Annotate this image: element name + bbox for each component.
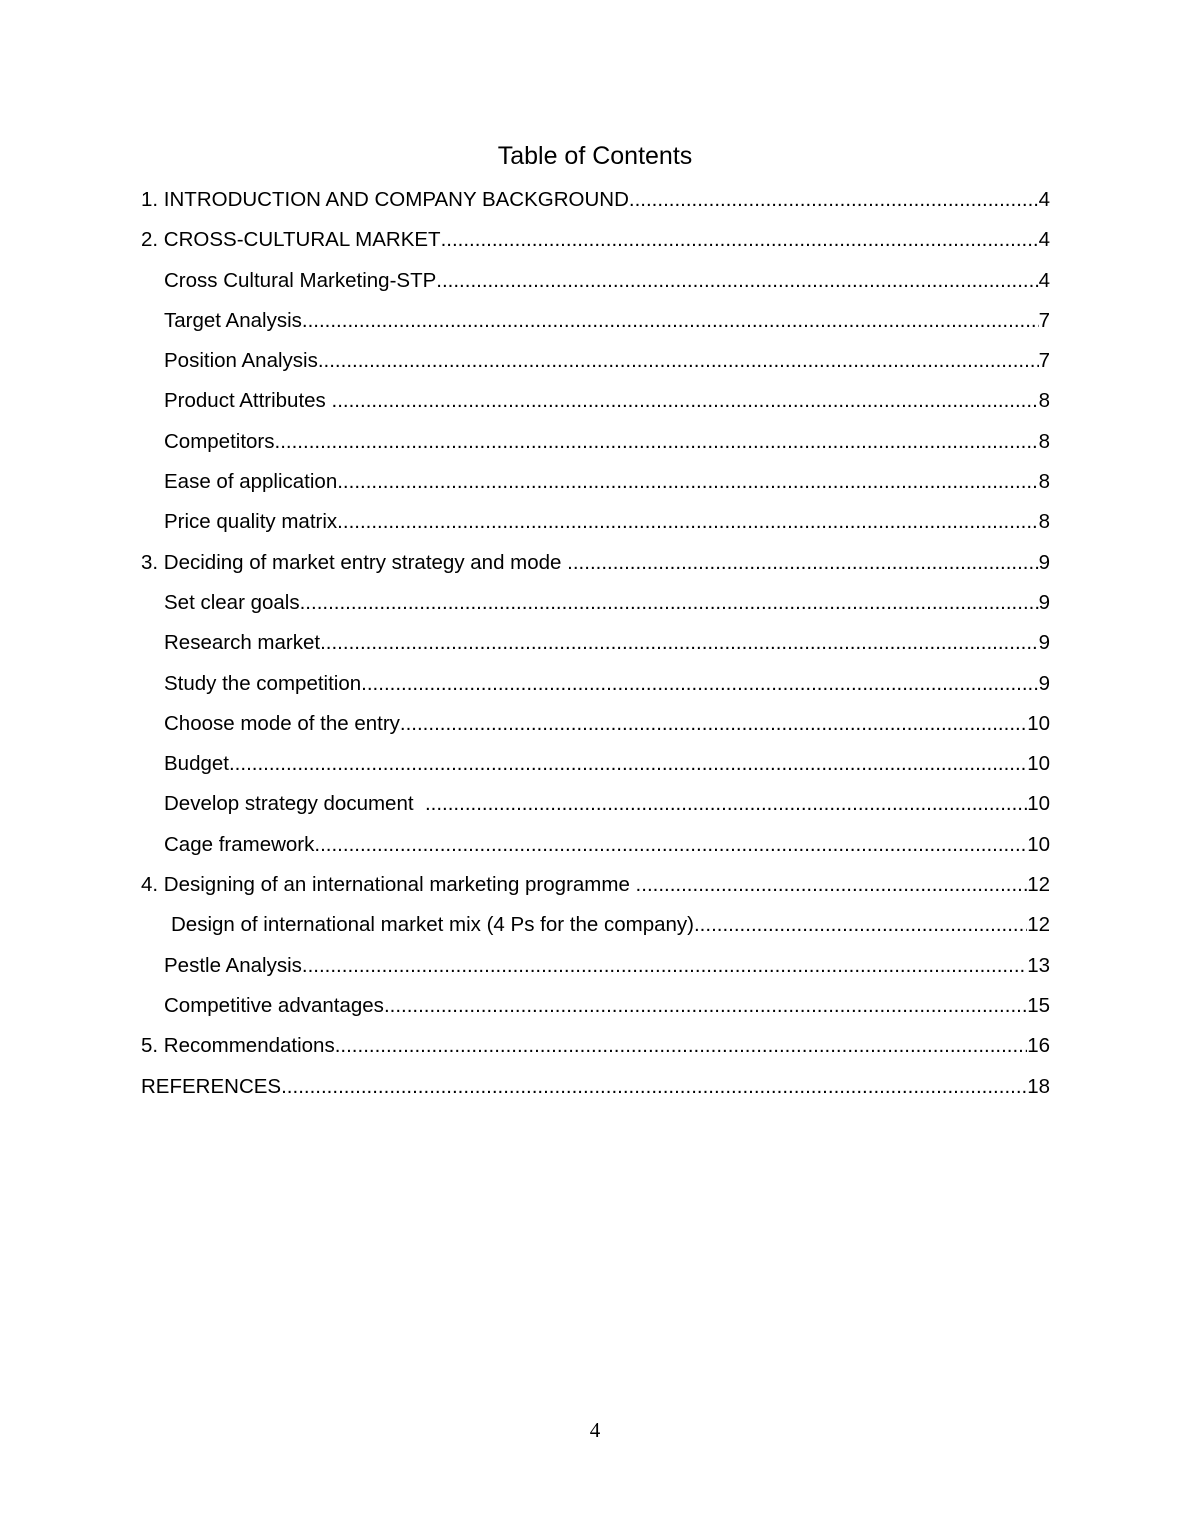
toc-leader <box>361 671 1038 697</box>
toc-entry-ease-of-application[interactable] <box>141 469 1050 509</box>
toc-entry-page: 7 <box>1038 308 1050 332</box>
toc-entry-page: 18 <box>1027 1074 1050 1098</box>
toc-leader <box>384 993 1027 1019</box>
toc-entry-page: 8 <box>1038 429 1050 453</box>
toc-entry-text: Research market <box>164 631 321 655</box>
toc-entry-text: Product Attributes <box>164 389 332 413</box>
toc-entry-research-market[interactable] <box>141 630 1050 670</box>
toc-entry-page: 13 <box>1027 953 1050 977</box>
toc-entry-competitive-advantages[interactable] <box>141 993 1050 1033</box>
toc-entry-page: 10 <box>1027 711 1050 735</box>
toc-list <box>141 187 1050 1114</box>
toc-leader <box>694 912 1027 938</box>
toc-entry-set-clear-goals[interactable] <box>141 590 1050 630</box>
toc-leader <box>441 227 1039 253</box>
toc-entry-page: 4 <box>1038 268 1050 292</box>
toc-leader <box>436 268 1038 294</box>
toc-entry-text: Study the competition <box>164 671 362 695</box>
toc-entry-competitors[interactable] <box>141 429 1050 469</box>
toc-leader <box>281 1074 1027 1100</box>
toc-entry-text: Ease of application <box>164 470 338 494</box>
toc-entry-international-market-mix[interactable] <box>141 912 1050 952</box>
toc-entry-text: Target Analysis <box>164 308 302 332</box>
toc-entry-text: REFERENCES <box>141 1074 282 1098</box>
toc-entry-page: 9 <box>1038 550 1050 574</box>
toc-leader <box>636 872 1028 898</box>
toc-leader <box>302 953 1027 979</box>
toc-entry-text: 4. Designing of an international marketing programme <box>141 873 636 897</box>
toc-entry-page: 10 <box>1027 832 1050 856</box>
toc-leader <box>629 187 1039 213</box>
toc-entry-page: 9 <box>1038 590 1050 614</box>
toc-entry-page: 8 <box>1038 389 1050 413</box>
toc-entry-page: 12 <box>1027 873 1050 897</box>
toc-leader <box>425 791 1027 817</box>
toc-entry-text: Pestle Analysis <box>164 953 302 977</box>
toc-entry-market-entry-strategy[interactable] <box>141 550 1050 590</box>
toc-entry-cross-cultural-market[interactable] <box>141 227 1050 267</box>
toc-entry-recommendations[interactable] <box>141 1033 1050 1073</box>
toc-entry-introduction[interactable] <box>141 187 1050 227</box>
toc-leader <box>335 1033 1027 1059</box>
toc-leader <box>229 751 1027 777</box>
toc-entry-text: Budget <box>164 752 229 776</box>
toc-entry-text: 5. Recommendations <box>141 1034 335 1058</box>
toc-entry-study-the-competition[interactable] <box>141 671 1050 711</box>
toc-leader <box>567 550 1038 576</box>
toc-entry-text: Cage framework <box>164 832 315 856</box>
toc-entry-page: 15 <box>1027 993 1050 1017</box>
toc-entry-position-analysis[interactable] <box>141 348 1050 388</box>
toc-entry-references[interactable] <box>141 1074 1050 1114</box>
toc-entry-page: 8 <box>1038 510 1050 534</box>
toc-entry-target-analysis[interactable] <box>141 308 1050 348</box>
toc-entry-budget[interactable] <box>141 751 1050 791</box>
toc-entry-cage-framework[interactable] <box>141 832 1050 872</box>
toc-entry-page: 4 <box>1038 188 1050 211</box>
toc-entry-text: Develop strategy document <box>164 792 425 816</box>
toc-entry-price-quality-matrix[interactable] <box>141 509 1050 549</box>
toc-entry-text: Choose mode of the entry <box>164 711 400 735</box>
toc-leader <box>320 630 1039 656</box>
toc-leader <box>400 711 1027 737</box>
toc-entry-text: Price quality matrix <box>164 510 338 534</box>
toc-entry-text: Design of international market mix (4 Ps for the company) <box>171 913 694 937</box>
toc-entry-text: 2. CROSS-CULTURAL MARKET <box>141 228 441 252</box>
toc-entry-page: 16 <box>1027 1034 1050 1058</box>
toc-entry-page: 4 <box>1038 228 1050 252</box>
toc-leader <box>275 429 1039 455</box>
toc-entry-text: Cross Cultural Marketing-STP <box>164 268 437 292</box>
toc-entry-page: 10 <box>1027 792 1050 816</box>
toc-entry-develop-strategy-document[interactable] <box>141 791 1050 831</box>
toc-entry-page: 10 <box>1027 752 1050 776</box>
toc-leader <box>300 590 1039 616</box>
toc-leader <box>337 469 1038 495</box>
toc-title: Table of Contents <box>497 142 693 170</box>
toc-leader <box>337 509 1038 535</box>
toc-entry-product-attributes[interactable] <box>141 388 1050 428</box>
toc-entry-page: 9 <box>1038 671 1050 695</box>
page-number: 4 <box>589 1418 601 1442</box>
toc-entry-page: 8 <box>1038 470 1050 494</box>
toc-entry-cross-cultural-marketing-stp[interactable] <box>141 268 1050 308</box>
toc-entry-text: Competitive advantages <box>164 993 384 1017</box>
toc-entry-text: Competitors <box>164 429 275 453</box>
toc-entry-page: 9 <box>1038 631 1050 655</box>
toc-entry-page: 12 <box>1027 913 1050 937</box>
toc-leader <box>302 308 1039 334</box>
toc-leader <box>332 388 1039 414</box>
toc-entry-pestle-analysis[interactable] <box>141 953 1050 993</box>
toc-entry-text: Position Analysis <box>164 349 318 373</box>
toc-entry-page: 7 <box>1038 349 1050 373</box>
toc-leader <box>318 348 1039 374</box>
toc-entry-international-marketing-programme[interactable] <box>141 872 1050 912</box>
toc-entry-choose-mode-of-entry[interactable] <box>141 711 1050 751</box>
toc-leader <box>314 832 1027 858</box>
toc-entry-text: Set clear goals <box>164 590 300 614</box>
toc-entry-text: 1. INTRODUCTION AND COMPANY BACKGROUND <box>141 188 629 211</box>
toc-entry-text: 3. Deciding of market entry strategy and mode <box>141 550 568 574</box>
